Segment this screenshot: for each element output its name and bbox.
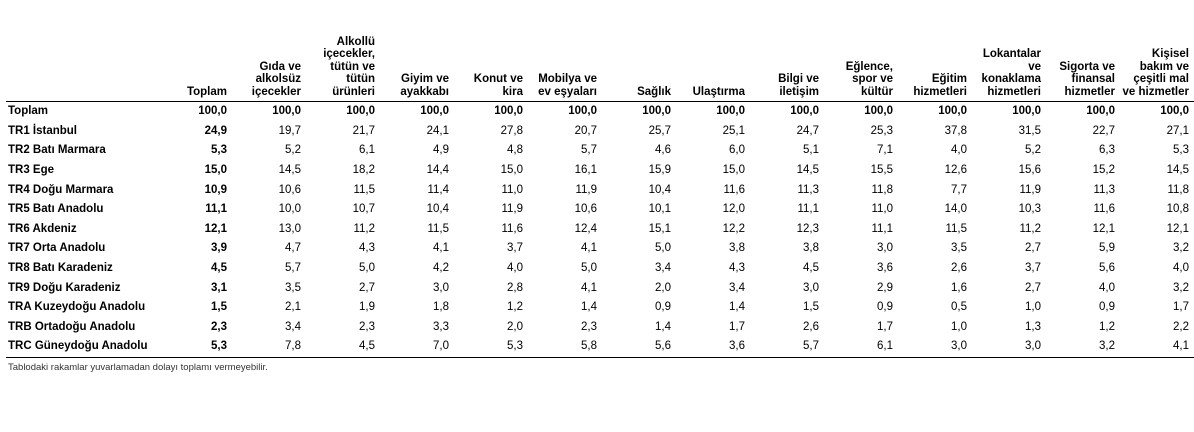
table-cell: 1,9 (359, 301, 375, 314)
table-cell: 5,7 (581, 144, 597, 157)
column-header: Mobilya ve ev eşyaları (528, 0, 602, 102)
statistics-table (6, 0, 1194, 358)
table-cell: 4,6 (655, 144, 671, 157)
table-cell: 3,3 (433, 320, 449, 333)
table-cell: 12,1 (1166, 222, 1189, 235)
table-cell: 5,9 (1099, 242, 1115, 255)
table-cell: 7,1 (877, 144, 893, 157)
table-cell: 12,3 (796, 222, 819, 235)
table-cell: 4,1 (581, 281, 597, 294)
table-cell: 11,0 (871, 203, 893, 216)
row-label: TR8 Batı Karadeniz (8, 262, 113, 275)
table-cell: 12,2 (722, 222, 745, 235)
table-cell: 3,0 (898, 337, 972, 357)
table-cell: 1,2 (507, 301, 523, 314)
table-cell: 0,9 (655, 301, 671, 314)
row-label: TR4 Doğu Marmara (8, 183, 114, 196)
table-cell: 3,7 (1025, 262, 1041, 275)
table-cell: 1,2 (1099, 320, 1115, 333)
table-cell: 100,0 (642, 105, 671, 118)
table-cell: 24,1 (426, 124, 449, 137)
table-footnote: Tablodaki rakamlar yuvarlamadan dolayı toplamı vermeyebilir. (8, 361, 268, 373)
table-row (6, 102, 1194, 122)
table-cell: 5,0 (655, 242, 671, 255)
table-cell: 3,5 (285, 281, 301, 294)
table-row (6, 318, 1194, 338)
table-cell: 10,6 (574, 203, 597, 216)
table-cell: 37,8 (944, 124, 967, 137)
table-cell: 10,4 (426, 203, 449, 216)
table-cell: 100,0 (1160, 105, 1189, 118)
table-cell: 19,7 (278, 124, 301, 137)
table-cell: 6,3 (1099, 144, 1115, 157)
table-cell: 4,0 (507, 262, 523, 275)
table-cell: 31,5 (1018, 124, 1041, 137)
table-cell: 4,2 (433, 262, 449, 275)
table-cell: 3,2 (1173, 242, 1189, 255)
table-cell: 27,8 (500, 124, 523, 137)
table-cell: 5,7 (750, 337, 824, 357)
table-cell: 14,5 (278, 164, 301, 177)
table-cell: 1,7 (729, 320, 745, 333)
table-cell: 11,9 (501, 203, 523, 216)
table-cell: 5,6 (1099, 262, 1115, 275)
table-cell: 16,1 (574, 164, 597, 177)
row-label: TRB Ortadoğu Anadolu (8, 320, 136, 333)
table-cell: 6,1 (359, 144, 375, 157)
table-cell: 3,8 (803, 242, 819, 255)
table-cell: 4,1 (1120, 337, 1194, 357)
table-cell: 3,6 (676, 337, 750, 357)
table-cell: 2,0 (507, 320, 523, 333)
table-cell: 100,0 (494, 105, 523, 118)
table-cell: 10,6 (278, 183, 301, 196)
table-cell: 21,7 (352, 124, 375, 137)
column-header: Sigorta ve finansal hizmetler (1046, 0, 1120, 102)
table-cell: 100,0 (1012, 105, 1041, 118)
table-cell: 25,3 (870, 124, 893, 137)
table-cell: 11,1 (871, 222, 893, 235)
table-cell: 25,7 (648, 124, 671, 137)
table-cell: 11,8 (1167, 183, 1189, 196)
table-cell: 5,3 (1173, 144, 1189, 157)
column-header: Gıda ve alkolsüz içecekler (232, 0, 306, 102)
table-cell: 11,1 (797, 203, 819, 216)
table-cell: 14,0 (944, 203, 967, 216)
table-cell: 25,1 (722, 124, 745, 137)
table-cell: 2,3 (359, 320, 375, 333)
table-cell: 11,6 (723, 183, 745, 196)
table-cell: 1,6 (951, 281, 967, 294)
table-cell: 3,7 (507, 242, 523, 255)
table-cell: 13,0 (278, 222, 301, 235)
table-cell: 5,7 (285, 262, 301, 275)
table-cell: 15,9 (648, 164, 671, 177)
table-cell: 3,0 (972, 337, 1046, 357)
table-cell: 11,9 (1019, 183, 1041, 196)
row-label: TR3 Ege (8, 164, 55, 177)
table-cell: 5,2 (1025, 144, 1041, 157)
table-cell: 5,6 (602, 337, 676, 357)
row-label: TR7 Orta Anadolu (8, 242, 106, 255)
table-cell: 1,4 (581, 301, 597, 314)
table-row (6, 298, 1194, 318)
table-row (6, 239, 1194, 259)
table-cell: 100,0 (1086, 105, 1115, 118)
table-cell: 10,8 (1166, 203, 1189, 216)
table-cell: 2,1 (285, 301, 301, 314)
table-body (6, 102, 1194, 358)
table-cell: 11,2 (353, 222, 375, 235)
table-cell: 100,0 (568, 105, 597, 118)
table-cell: 3,4 (285, 320, 301, 333)
column-header: Konut ve kira (454, 0, 528, 102)
table-cell: 1,0 (1025, 301, 1041, 314)
table-cell: 2,7 (1025, 281, 1041, 294)
table-cell: 1,7 (877, 320, 893, 333)
table-cell: 6,1 (824, 337, 898, 357)
table-cell: 4,0 (951, 144, 967, 157)
table-cell: 10,1 (648, 203, 671, 216)
table-cell: 11,2 (1019, 222, 1041, 235)
table-cell: 4,9 (433, 144, 449, 157)
table-cell: 4,1 (433, 242, 449, 255)
table-cell: 7,7 (951, 183, 967, 196)
table-row (6, 141, 1194, 161)
table-cell: 100,0 (198, 105, 227, 118)
row-label: TR6 Akdeniz (8, 222, 77, 235)
row-label: TR9 Doğu Karadeniz (8, 281, 121, 294)
table-cell: 7,8 (232, 337, 306, 357)
table-cell: 15,0 (722, 164, 745, 177)
table-cell: 4,8 (507, 144, 523, 157)
column-header: Sağlık (602, 0, 676, 102)
table-header-row (6, 0, 1194, 102)
table-cell: 22,7 (1092, 124, 1115, 137)
table-cell: 11,9 (575, 183, 597, 196)
table-cell: 2,3 (211, 320, 227, 333)
table-cell: 3,4 (655, 262, 671, 275)
table-cell: 11,8 (871, 183, 893, 196)
table-cell: 0,5 (951, 301, 967, 314)
table-cell: 4,0 (1099, 281, 1115, 294)
table-cell: 10,7 (352, 203, 375, 216)
table-cell: 24,7 (796, 124, 819, 137)
table-row (6, 278, 1194, 298)
column-header: Giyim ve ayakkabı (380, 0, 454, 102)
column-header: Bilgi ve iletişim (750, 0, 824, 102)
table-cell: 5,3 (211, 144, 227, 157)
table-corner-header (6, 0, 158, 102)
table-cell: 100,0 (272, 105, 301, 118)
table-cell: 4,3 (729, 262, 745, 275)
row-label: TR5 Batı Anadolu (8, 203, 104, 216)
table-cell: 3,2 (1173, 281, 1189, 294)
table-cell: 3,0 (433, 281, 449, 294)
table-cell: 14,5 (1166, 164, 1189, 177)
table-cell: 3,8 (729, 242, 745, 255)
table-cell: 10,4 (648, 183, 671, 196)
row-label: Toplam (8, 105, 49, 118)
table-cell: 1,7 (1173, 301, 1189, 314)
table-cell: 15,2 (1092, 164, 1115, 177)
table-cell: 3,0 (803, 281, 819, 294)
table-row (6, 259, 1194, 279)
table-cell: 24,9 (204, 124, 227, 137)
table-cell: 12,6 (944, 164, 967, 177)
table-cell: 5,3 (454, 337, 528, 357)
table-cell: 1,4 (729, 301, 745, 314)
table-row (6, 161, 1194, 181)
table-cell: 11,4 (427, 183, 449, 196)
table-cell: 3,0 (877, 242, 893, 255)
table-cell: 1,5 (211, 301, 227, 314)
column-header: Kişisel bakım ve çeşitli mal ve hizmetler (1120, 0, 1194, 102)
column-header: Alkollü içecekler, tütün ve tütün ürünleri (306, 0, 380, 102)
table-cell: 3,6 (877, 262, 893, 275)
table-cell: 5,0 (581, 262, 597, 275)
column-header: Toplam (158, 0, 232, 102)
row-label: TR1 İstanbul (8, 124, 78, 137)
table-cell: 15,6 (1018, 164, 1041, 177)
table-cell: 1,4 (655, 320, 671, 333)
table-cell: 15,1 (648, 222, 671, 235)
table-cell: 11,5 (353, 183, 375, 196)
table-cell: 3,1 (211, 281, 227, 294)
table-cell: 11,6 (501, 222, 523, 235)
column-header: Eğitim hizmetleri (898, 0, 972, 102)
table-cell: 10,0 (278, 203, 301, 216)
table-row (6, 220, 1194, 240)
table-cell: 1,8 (433, 301, 449, 314)
table-cell: 100,0 (716, 105, 745, 118)
table-cell: 6,0 (729, 144, 745, 157)
table-cell: 7,0 (380, 337, 454, 357)
table-cell: 2,7 (359, 281, 375, 294)
table-cell: 3,5 (951, 242, 967, 255)
table-cell: 2,2 (1173, 320, 1189, 333)
table-row (6, 200, 1194, 220)
table-cell: 12,4 (574, 222, 597, 235)
table-cell: 2,7 (1025, 242, 1041, 255)
table-cell: 2,9 (877, 281, 893, 294)
table-cell: 100,0 (864, 105, 893, 118)
table-cell: 100,0 (938, 105, 967, 118)
table-cell: 3,9 (211, 242, 227, 255)
table-cell: 15,0 (204, 164, 227, 177)
column-header: Eğlence, spor ve kültür (824, 0, 898, 102)
table-cell: 14,5 (796, 164, 819, 177)
table-cell: 5,0 (359, 262, 375, 275)
table-cell: 4,0 (1173, 262, 1189, 275)
table-cell: 100,0 (346, 105, 375, 118)
table-cell: 12,1 (1092, 222, 1115, 235)
table-cell: 11,0 (501, 183, 523, 196)
table-cell: 4,5 (211, 262, 227, 275)
table-cell: 0,9 (1099, 301, 1115, 314)
table-cell: 11,3 (797, 183, 819, 196)
table-cell: 11,3 (1093, 183, 1115, 196)
table-cell: 11,5 (945, 222, 967, 235)
table-cell: 10,3 (1018, 203, 1041, 216)
table-cell: 2,6 (803, 320, 819, 333)
table-cell: 27,1 (1166, 124, 1189, 137)
table-row (6, 180, 1194, 200)
table-cell: 3,2 (1046, 337, 1120, 357)
table-cell: 14,4 (426, 164, 449, 177)
table-cell: 20,7 (574, 124, 597, 137)
table-cell: 11,1 (205, 203, 227, 216)
table-cell: 3,4 (729, 281, 745, 294)
table-cell: 18,2 (352, 164, 375, 177)
table-cell: 11,6 (1093, 203, 1115, 216)
table-cell: 5,8 (528, 337, 602, 357)
table-cell: 15,0 (500, 164, 523, 177)
column-header: Lokantalar ve konaklama hizmetleri (972, 0, 1046, 102)
table-cell: 4,3 (359, 242, 375, 255)
table-cell: 100,0 (420, 105, 449, 118)
column-header: Ulaştırma (676, 0, 750, 102)
row-label: TRC Güneydoğu Anadolu (6, 337, 158, 357)
table-cell: 0,9 (877, 301, 893, 314)
table-cell: 1,5 (803, 301, 819, 314)
table-cell: 5,1 (803, 144, 819, 157)
table-cell: 4,1 (581, 242, 597, 255)
table-cell: 5,3 (158, 337, 232, 357)
table-cell: 4,7 (285, 242, 301, 255)
table-cell: 11,5 (427, 222, 449, 235)
table-cell: 2,3 (581, 320, 597, 333)
table-cell: 12,0 (722, 203, 745, 216)
row-label: TRA Kuzeydoğu Anadolu (8, 301, 146, 314)
table-row (6, 337, 1194, 357)
row-label: TR2 Batı Marmara (8, 144, 106, 157)
table-cell: 5,2 (285, 144, 301, 157)
table-cell: 2,8 (507, 281, 523, 294)
table-cell: 1,3 (1025, 320, 1041, 333)
table-cell: 15,5 (870, 164, 893, 177)
table-cell: 1,0 (951, 320, 967, 333)
table-row (6, 122, 1194, 142)
table-cell: 12,1 (204, 222, 227, 235)
table-cell: 100,0 (790, 105, 819, 118)
table-cell: 2,6 (951, 262, 967, 275)
table-cell: 4,5 (306, 337, 380, 357)
table-head (6, 0, 1194, 102)
table-cell: 10,9 (204, 183, 227, 196)
table-cell: 2,0 (655, 281, 671, 294)
table-cell: 4,5 (803, 262, 819, 275)
